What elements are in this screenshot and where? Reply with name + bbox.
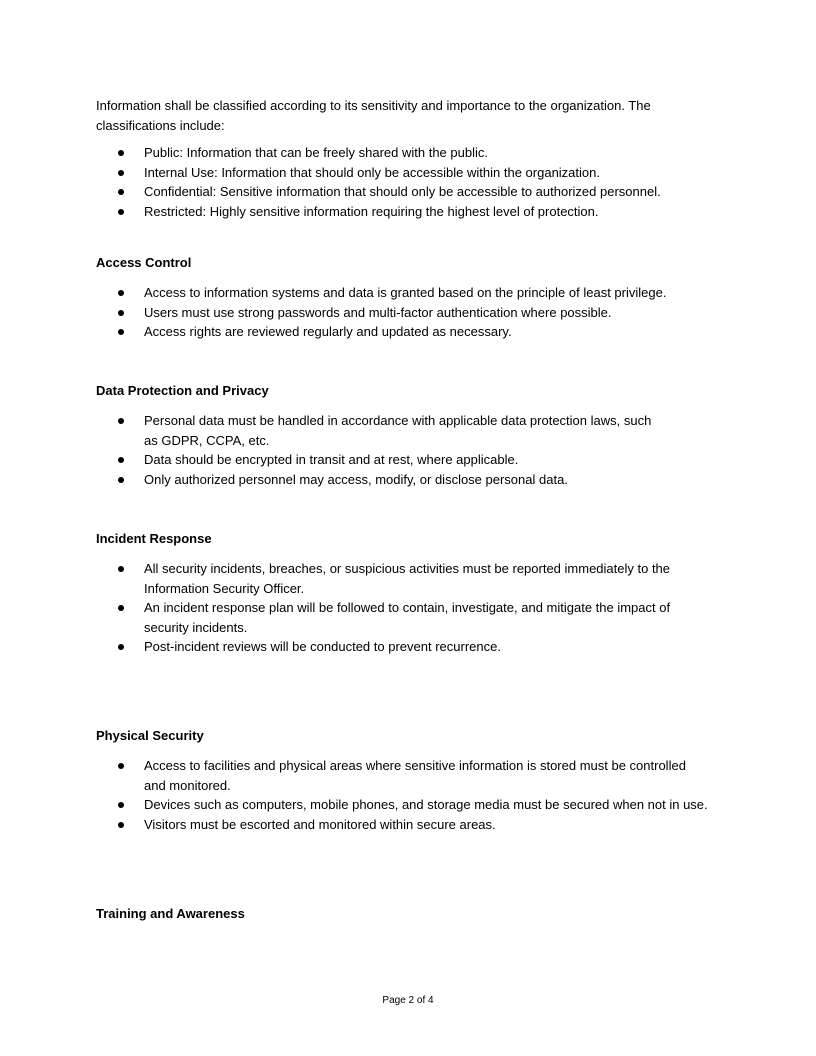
list-item: Users must use strong passwords and multi-factor authentication where possible.	[96, 303, 726, 323]
list-item: Access to facilities and physical areas where sensitive information is stored must be controlled and monitored.	[96, 756, 726, 795]
bullet-icon	[118, 802, 124, 808]
section-heading: Access Control	[96, 255, 192, 270]
section-list	[96, 756, 726, 834]
page-number: Page 2 of 4	[382, 995, 434, 1006]
list-item: Restricted: Highly sensitive information requiring the highest level of protection.	[96, 202, 726, 222]
list-item: An incident response plan will be followed to contain, investigate, and mitigate the impact of security incidents.	[96, 598, 726, 637]
bullet-icon	[118, 457, 124, 463]
list-item: Access to information systems and data is granted based on the principle of least privilege.	[96, 283, 726, 303]
bullet-icon	[118, 170, 124, 176]
section-heading: Training and Awareness	[96, 906, 245, 921]
section-list	[96, 559, 726, 657]
list-item: Public: Information that can be freely shared with the public.	[96, 143, 726, 163]
bullet-icon	[118, 418, 124, 424]
list-item: Internal Use: Information that should only be accessible within the organization.	[96, 163, 726, 183]
classification-list	[96, 143, 726, 221]
bullet-icon	[118, 763, 124, 769]
bullet-icon	[118, 310, 124, 316]
list-item: Visitors must be escorted and monitored within secure areas.	[96, 815, 726, 835]
bullet-icon	[118, 605, 124, 611]
bullet-icon	[118, 329, 124, 335]
section-data-protection	[96, 381, 726, 489]
intro-paragraph: Information shall be classified according to its sensitivity and importance to the organization. The classifications include:	[96, 98, 651, 133]
bullet-icon	[118, 822, 124, 828]
list-item: Devices such as computers, mobile phones, and storage media must be secured when not in use.	[96, 795, 726, 815]
section-heading: Data Protection and Privacy	[96, 383, 269, 398]
bullet-icon	[118, 477, 124, 483]
section-heading: Incident Response	[96, 531, 212, 546]
bullet-icon	[118, 209, 124, 215]
list-item: Personal data must be handled in accordance with applicable data protection laws, such as GDPR, CCPA, etc.	[96, 411, 726, 450]
section-training-awareness	[96, 904, 726, 923]
section-incident-response	[96, 529, 726, 657]
list-item: Data should be encrypted in transit and at rest, where applicable.	[96, 450, 726, 470]
section-list	[96, 411, 726, 489]
list-item: Only authorized personnel may access, modify, or disclose personal data.	[96, 470, 726, 490]
section-heading: Physical Security	[96, 728, 204, 743]
bullet-icon	[118, 566, 124, 572]
section-access-control	[96, 253, 726, 342]
list-item: All security incidents, breaches, or suspicious activities must be reported immediately to the Information Security Officer.	[96, 559, 726, 598]
bullet-icon	[118, 189, 124, 195]
bullet-icon	[118, 150, 124, 156]
list-item: Confidential: Sensitive information that should only be accessible to authorized personnel.	[96, 182, 726, 202]
intro-section	[96, 96, 726, 221]
list-item: Post-incident reviews will be conducted to prevent recurrence.	[96, 637, 726, 657]
bullet-icon	[118, 644, 124, 650]
list-item: Access rights are reviewed regularly and updated as necessary.	[96, 322, 726, 342]
section-physical-security	[96, 726, 726, 834]
section-list	[96, 283, 726, 342]
bullet-icon	[118, 290, 124, 296]
